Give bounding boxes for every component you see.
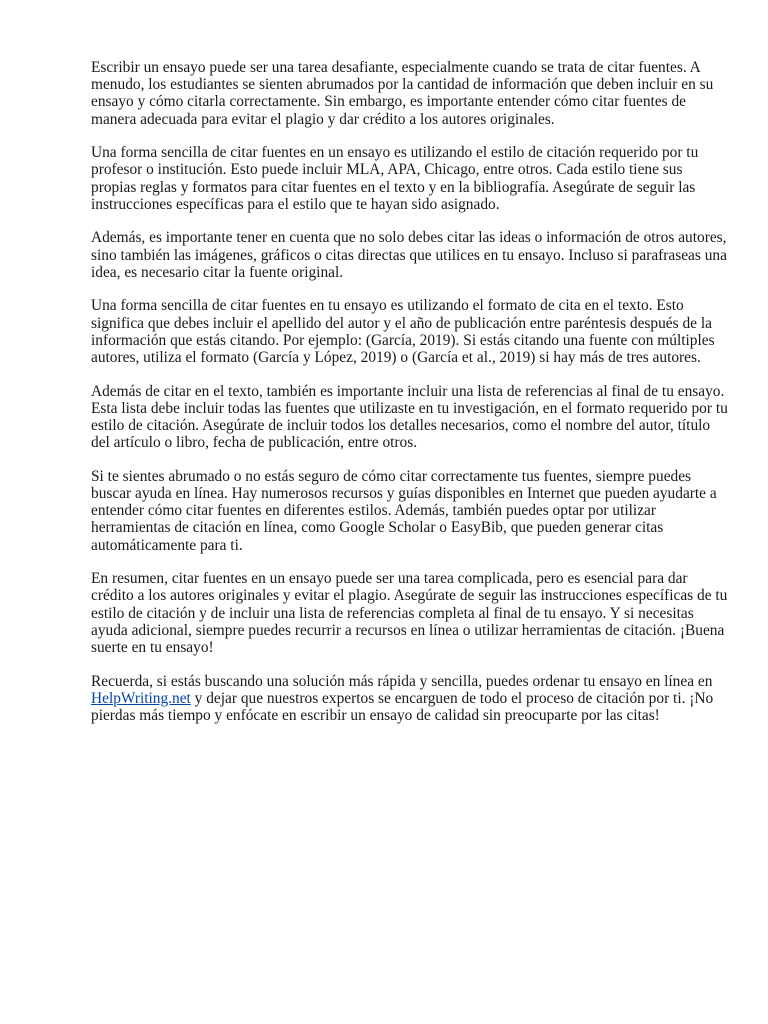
paragraph-reference-list: Además de citar en el texto, también es importante incluir una lista de referencias al final de tu ensayo. Esta lista debe incluir todas las fuentes que utilizaste en tu investigación, en el formato requerido por tu estilo de citación. Asegúrate de incluir todos los detalles necesarios, como el nombre del autor, título del artículo o libro, fecha de publicación, entre otros. [91, 382, 728, 452]
helpwriting-link[interactable]: HelpWriting.net [91, 689, 191, 707]
paragraph-closing [91, 673, 731, 725]
paragraph-what-to-cite: Además, es importante tener en cuenta que no solo debes citar las ideas o información de otros autores, sino también las imágenes, gráficos o citas directas que utilices en tu ensayo. Incluso si parafraseas una idea, es necesario citar la fuente original. [91, 229, 727, 281]
paragraph-citation-style: Una forma sencilla de citar fuentes en un ensayo es utilizando el estilo de citación requerido por tu profesor o institución. Esto puede incluir MLA, APA, Chicago, entre otros. Cada estilo tiene sus propias reglas y formatos para citar fuentes en el texto y en la bibliografía. Asegúrate de seguir las instrucciones específicas para el estilo que te hayan sido asignado. [91, 144, 699, 213]
document-body [91, 59, 731, 741]
closing-text-before-link: Recuerda, si estás buscando una solución más rápida y sencilla, puedes ordenar tu ensayo en línea en [91, 672, 713, 690]
paragraph-summary: En resumen, citar fuentes en un ensayo puede ser una tarea complicada, pero es esencial para dar crédito a los autores originales y evitar el plagio. Asegúrate de seguir las instrucciones específicas de tu estilo de citación y de incluir una lista de referencias completa al final de tu ensayo. Y si necesitas ayuda adicional, siempre puedes recurrir a recursos en línea o utilizar herramientas de citación. ¡Buena suerte en tu ensayo! [91, 570, 728, 657]
paragraph-in-text-citation: Una forma sencilla de citar fuentes en tu ensayo es utilizando el formato de cita en el texto. Esto significa que debes incluir el apellido del autor y el año de publicación entre paréntesis después de la información que estás citando. Por ejemplo: (García, 2019). Si estás citando una fuente con múltiples autores, utiliza el formato (García y López, 2019) o (García et al., 2019) si hay más de tres autores. [91, 297, 715, 367]
paragraph-intro: Escribir un ensayo puede ser una tarea desafiante, especialmente cuando se trata de citar fuentes. A menudo, los estudiantes se sienten abrumados por la cantidad de información que deben incluir en su ensayo y cómo citarla correctamente. Sin embargo, es importante entender cómo citar fuentes de manera adecuada para evitar el plagio y dar crédito a los autores originales. [91, 59, 714, 128]
closing-text-after-link: y dejar que nuestros expertos se encarguen de todo el proceso de citación por ti. ¡No pierdas más tiempo y enfócate en escribir un ensayo de calidad sin preocuparte por las citas! [91, 689, 714, 725]
paragraph-online-help: Si te sientes abrumado o no estás seguro de cómo citar correctamente tus fuentes, siempre puedes buscar ayuda en línea. Hay numerosos recursos y guías disponibles en Internet que pueden ayudarte a entender cómo citar fuentes en diferentes estilos. Además, también puedes optar por utilizar herramientas de citación en línea, como Google Scholar o EasyBib, que pueden generar citas automáticamente para ti. [91, 467, 717, 554]
